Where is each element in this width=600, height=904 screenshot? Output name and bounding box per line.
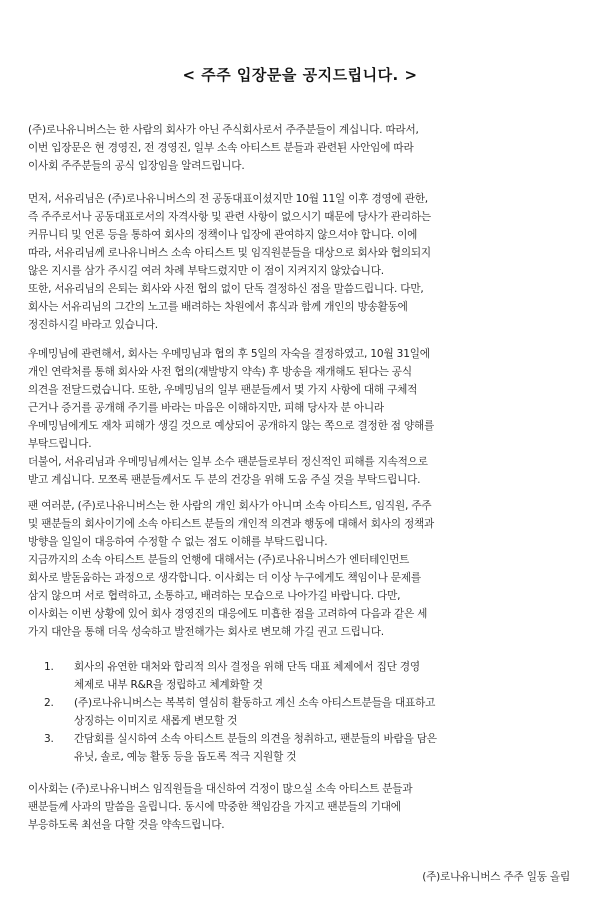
- list-item: [44, 694, 584, 730]
- text-line: 삼지 않으며 서로 협력하고, 소통하고, 배려하는 모습으로 나아가길 바랍니다. 다만,: [28, 590, 401, 602]
- text-line: 우메밍님에게도 재차 피해가 생길 것으로 예상되어 공개하지 않는 쪽으로 결정한 점 양해를: [28, 420, 435, 432]
- text-line: 상징하는 이미지로 새롭게 변모할 것: [74, 715, 238, 727]
- paragraph-apology: [28, 780, 576, 834]
- text-line: 정진하시길 바라고 있습니다.: [28, 319, 158, 331]
- text-line: 부탁드립니다.: [28, 438, 92, 450]
- list-number: 3.: [44, 733, 54, 745]
- text-line: 지금까지의 소속 아티스트 분들의 언행에 대해서는 (주)로나유니버스가 엔터테인먼트: [28, 554, 410, 566]
- text-line: 체제로 내부 R&R을 정립하고 체계화할 것: [74, 679, 263, 691]
- text-line: 개인 연락처를 통해 회사와 사전 협의(재발방지 약속) 후 방송을 재개해도 된다는 공식: [28, 366, 412, 378]
- list-item: [44, 658, 584, 694]
- text-line: 근거나 증거를 공개해 주기를 바라는 마음은 이해하지만, 피해 당사자 분 아니라: [28, 402, 384, 414]
- signature: (주)로나유니버스 주주 일동 올림: [422, 871, 570, 883]
- text-line: 않은 지시를 삼가 주시길 여러 차례 부탁드렸지만 이 점이 지켜지지 않았습니다.: [28, 265, 384, 277]
- text-line: 즉 주주로서나 공동대표로서의 자격사항 및 관련 사항이 없으시기 때문에 당사가 관리하는: [28, 211, 431, 223]
- text-line: 이사회 주주분들의 공식 입장임을 알려드립니다.: [28, 160, 245, 172]
- text-line: 이번 입장문은 현 경영진, 전 경영진, 일부 소속 아티스트 분들과 관련된 사안임에 따라: [28, 142, 414, 154]
- text-line: 가지 대안을 통해 더욱 성숙하고 발전해가는 회사로 변모해 가길 권고 드립니다.: [28, 626, 384, 638]
- text-line: 팬 여러분, (주)로나유니버스는 한 사람의 개인 회사가 아니며 소속 아티스트, 임직원, 주주: [28, 500, 432, 512]
- text-line: 이사회는 이번 상황에 있어 회사 경영진의 대응에도 미흡한 점을 고려하여 다음과 같은 세: [28, 608, 428, 620]
- text-line: 이사회는 (주)로나유니버스 임직원들을 대신하여 걱정이 많으실 소속 아티스트 분들과: [28, 783, 413, 795]
- text-line: (주)로나유니버스는 한 사람의 회사가 아닌 주식회사로서 주주분들이 계십니다. 따라서,: [28, 124, 419, 136]
- text-line: 간담회를 실시하여 소속 아티스트 분들의 의견을 청취하고, 팬분들의 바람을 담은: [74, 733, 437, 745]
- text-line: 회사의 유연한 대처와 합리적 의사 결정을 위해 단독 대표 체제에서 집단 경영: [74, 661, 420, 673]
- recommendation-list: [44, 658, 584, 766]
- text-line: 방향을 일일이 대응하여 수정할 수 없는 점도 이해를 부탁드립니다.: [28, 536, 328, 548]
- list-item: [44, 730, 584, 766]
- text-line: 우메밍님에 관련해서, 회사는 우메밍님과 협의 후 5일의 자숙을 결정하였고, 10월 31일에: [28, 348, 430, 360]
- text-line: 더불어, 서유리님과 우메밍님께서는 일부 소수 팬분들로부터 정신적인 피해를 지속적으로: [28, 456, 428, 468]
- paragraph-umeming: [28, 345, 576, 489]
- text-line: 커뮤니티 및 언론 등을 통하여 회사의 정책이나 입장에 관여하지 않으셔야 합니다. 이에: [28, 229, 418, 241]
- text-line: 받고 계십니다. 모쪼록 팬분들께서도 두 분의 건강을 위해 도움 주실 것을 부탁드립니다.: [28, 474, 421, 486]
- text-line: 유닛, 솔로, 예능 활동 등을 돕도록 적극 지원할 것: [74, 751, 297, 763]
- text-line: 또한, 서유리님의 은퇴는 회사와 사전 협의 없이 단독 결정하신 점을 말씀드립니다. 다만,: [28, 283, 424, 295]
- text-line: 회사로 발돋움하는 과정으로 생각합니다. 이사회는 더 이상 누구에게도 책임이나 문제를: [28, 572, 421, 584]
- text-line: 팬분들께 사과의 말씀을 올립니다. 동시에 막중한 책임감을 가지고 팬분들의 기대에: [28, 801, 401, 813]
- paragraph-fans: [28, 497, 576, 641]
- list-number: 1.: [44, 661, 54, 673]
- document-title: < 주주 입장문을 공지드립니다. >: [182, 66, 418, 84]
- paragraph-intro: [28, 121, 576, 175]
- paragraph-seo-yuri: [28, 190, 576, 334]
- text-line: 의견을 전달드렸습니다. 또한, 우메밍님의 일부 팬분들께서 몇 가지 사항에 대해 구체적: [28, 384, 418, 396]
- text-line: 회사는 서유리님의 그간의 노고를 배려하는 차원에서 휴식과 함께 개인의 방송활동에: [28, 301, 408, 313]
- text-line: 따라, 서유리님께 로나유니버스 소속 아티스트 및 임직원분들을 대상으로 회사와 협의되지: [28, 247, 431, 259]
- text-line: (주)로나유니버스는 복복히 열심히 활동하고 계신 소속 아티스트분들을 대표하고: [74, 697, 436, 709]
- text-line: 부응하도록 최선을 다할 것을 약속드립니다.: [28, 819, 225, 831]
- text-line: 먼저, 서유리님은 (주)로나유니버스의 전 공동대표이셨지만 10월 11일 이후 경영에 관한,: [28, 193, 428, 205]
- text-line: 및 팬분들의 회사이기에 소속 아티스트 분들의 개인적 의견과 행동에 대해서 회사의 정책과: [28, 518, 435, 530]
- list-number: 2.: [44, 697, 54, 709]
